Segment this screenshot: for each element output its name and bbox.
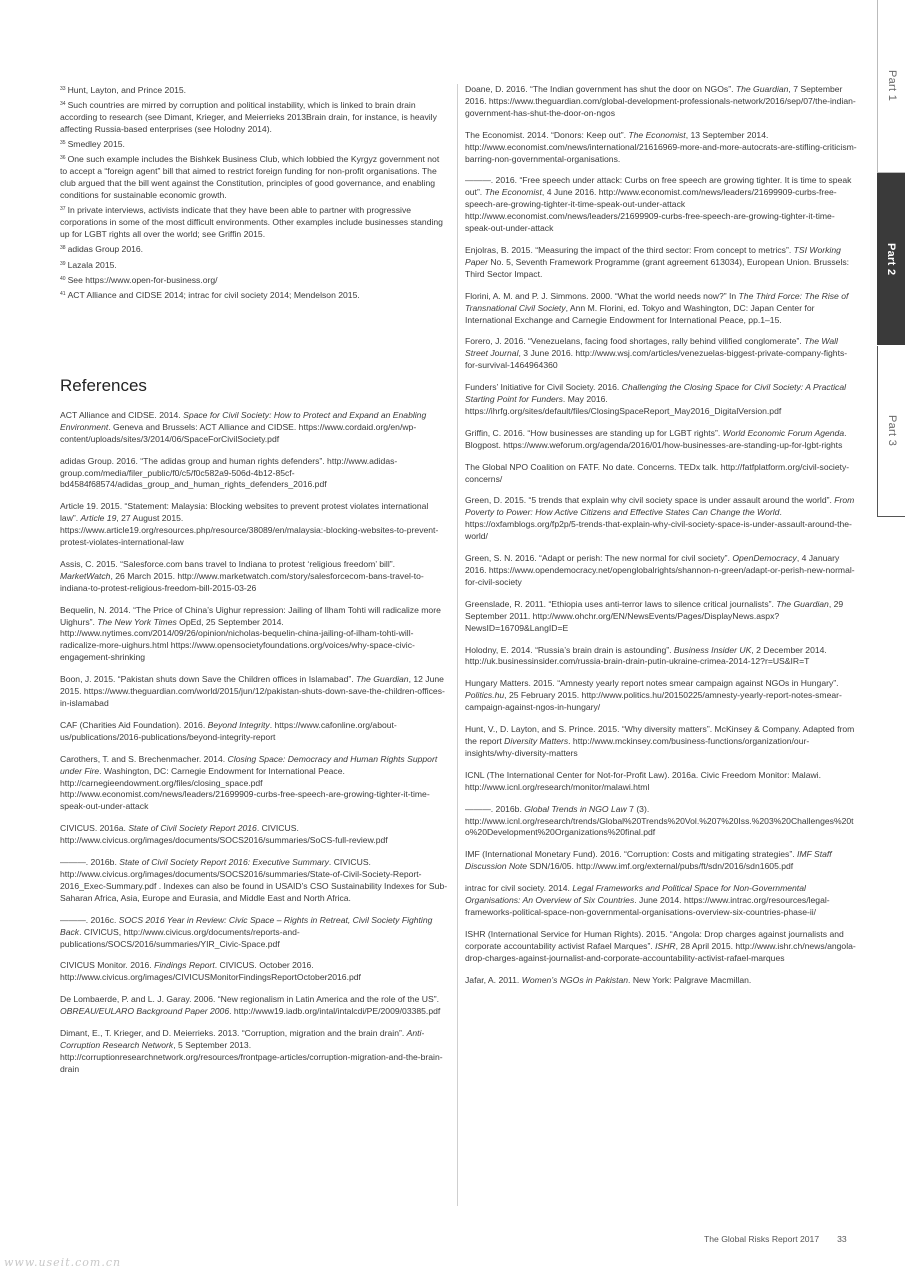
reference-title: State of Civil Society Report 2016 [128, 823, 257, 834]
reference-title: Space for Civil Society: How to Protect and Expand an Enabling Environment [60, 409, 427, 432]
reference-entry [60, 674, 448, 710]
reference-details: , 26 March 2015. http://www.marketwatch.com/story/salesforcecom-bans-travel-to-indiana-to-protest-religious-freedom-bill-2015-03-26 [60, 570, 424, 593]
reference-entry [465, 849, 857, 873]
reference-details: . June 2014. https://www.intrac.org/resources/legal-frameworks-political-space-non-governmental-organisations-overview-six-countries-phase-ii/ [465, 895, 830, 917]
reference-title: IMF Staff Discussion Note [465, 849, 832, 872]
footnote-text: In private interviews, activists indicate that they have been able to partner with progressive corporations in some of the most difficult environments. Other examples include businesses standing up for LGBT rights all over the world; see Griffin 2015. [60, 205, 443, 240]
references-list-right [465, 84, 857, 986]
reference-entry [465, 245, 857, 281]
reference-title: State of Civil Society Report 2016: Executive Summary [119, 857, 329, 868]
reference-details: . May 2016. https://ihrfg.org/sites/default/files/ClosingSpaceReport_May2016_DigitalVersion.pdf [465, 394, 782, 416]
reference-text: IMF (International Monetary Fund). 2016. “Corruption: Costs and mitigating strategies”. [465, 849, 797, 860]
reference-title: World Economic Forum Agenda [722, 427, 845, 438]
reference-details: No. 5, Seventh Framework Programme (grant agreement 613034), European Union. Brussels: Third Sector Impact. [465, 256, 850, 279]
reference-entry [465, 883, 857, 919]
reference-details: , 25 February 2015. http://www.politics.hu/20150225/amnesty-yearly-report-notes-smear-campaign-against-ngos-in-hungary/ [465, 690, 842, 713]
reference-details: 7 (3). http://www.icnl.org/research/trends/Global%20Trends%20Vol.%207%20Iss.%203%20Challenges%20to%20Development%20Organizations%20final.pdf [465, 803, 854, 838]
reference-text: ISHR (International Service for Human Rights). 2015. “Angola: Drop charges against journalists and corporate accountability activist Rafael Marques”. [465, 928, 844, 951]
reference-entry [465, 84, 857, 120]
reference-entry [60, 994, 448, 1018]
reference-text: CIVICUS Monitor. 2016. [60, 960, 155, 971]
reference-title: TSI Working Paper [465, 244, 841, 267]
footnote [60, 138, 448, 151]
reference-title: Legal Frameworks and Political Space for Non-Governmental Organisations: An Overview of Six Countries [465, 883, 806, 906]
reference-details: . https://www.cafonline.org/about-us/publications/2016-publications/beyond-integrity-report [60, 719, 397, 742]
reference-entry [465, 804, 857, 840]
reference-entry [465, 428, 857, 452]
reference-text: Enjolras, B. 2015. “Measuring the impact of the third sector: From concept to metrics”. [465, 244, 794, 255]
reference-entry [465, 291, 857, 327]
reference-text: ———. 2016. “Free speech under attack: Curbs on free speech are growing tighter. It is time to speak out”. [465, 175, 852, 198]
reference-text: Holodny, E. 2014. “Russia’s brain drain is astounding”. [465, 644, 674, 655]
reference-details: , 5 September 2013. http://corruptionresearchnetwork.org/resources/frontpage-articles/corruption-migration-and-the-brain-drain [60, 1039, 443, 1074]
reference-title: The Guardian [735, 84, 789, 94]
reference-title: Beyond Integrity [207, 719, 270, 730]
footnote [60, 84, 448, 97]
reference-text: ACT Alliance and CIDSE. 2014. [60, 409, 184, 420]
reference-entry [465, 599, 857, 635]
footnote [60, 243, 448, 256]
reference-details: . CIVICUS. http://www.civicus.org/images/documents/SOCS2016/summaries/State-of-Civil-Society-Report-2016_Exec-Summary.pdf . Indexes can also be found in USAID’s CSO Sustainability Indexes for Sub-Saharan Africa, Asia, Europe and Eurasia, and Middle East and North Africa. [60, 857, 448, 903]
reference-details: . http://www.mckinsey.com/business-functions/organization/our-insights/why-diversity-matters [465, 735, 810, 758]
reference-text: Green, S. N. 2016. “Adapt or perish: The new normal for civil society”. [465, 553, 733, 564]
reference-title: The Guardian [356, 674, 409, 685]
reference-text: Forero, J. 2016. “Venezuelans, facing food shortages, rally behind vilified conglomerate”. [465, 336, 805, 347]
reference-details: , 27 August 2015. https://www.article19.org/resources.php/resource/38089/en/malaysia:-blocking-websites-to-prevent-protest-violates-international-law [60, 513, 439, 548]
reference-text: adidas Group. 2016. “The adidas group and human rights defenders”. http://www.adidas-group.com/media/filer_public/f0/c5/f0c582a9-506d-4b12-85cf-bd4584f68574/adidas_group_and_human_rights_defenders_2016.pdf [60, 455, 398, 490]
reference-details: . CIVICUS. http://www.civicus.org/images/documents/SOCS2016/summaries/SoCS-full-review.pdf [60, 823, 388, 846]
reference-text: intrac for civil society. 2014. [465, 883, 573, 894]
reference-entry [60, 605, 448, 665]
footnote-text: Smedley 2015. [67, 139, 125, 150]
reference-text: The Economist. 2014. “Donors: Keep out”. [465, 129, 629, 140]
reference-text: Dimant, E., T. Krieger, and D. Meierrieks. 2013. “Corruption, migration and the brain drain”. [60, 1028, 407, 1039]
tab-part-1-label: Part 1 [886, 70, 898, 102]
reference-title: OBREAU/EULARO Background Paper 2006 [60, 1006, 230, 1017]
reference-title: Challenging the Closing Space for Civil Society: A Practical Starting Point for Funders [465, 382, 847, 405]
reference-text: ———. 2016b. [60, 857, 120, 868]
reference-details: . Geneva and Brussels: ACT Alliance and CIDSE. https://www.cordaid.org/en/wp-content/uploads/sites/3/2014/06/SpaceForCivilSociety.pdf [60, 421, 417, 444]
reference-details: . New York: Palgrave Macmillan. [628, 974, 752, 985]
reference-text: Hunt, V., D. Layton, and S. Prince. 2015. “Why diversity matters”. McKinsey & Company. Adapted from the report [465, 724, 855, 746]
reference-entry [465, 130, 857, 166]
reference-title: Global Trends in NGO Law [524, 803, 627, 814]
reference-title: The Economist [628, 129, 686, 140]
footnote [60, 153, 448, 202]
reference-title: Business Insider UK [673, 644, 752, 655]
references-heading: References [60, 375, 147, 395]
reference-title: From Poverty to Power: How Active Citizens and Effective States Can Change the World [465, 495, 855, 518]
footnote-number: 40 [60, 275, 66, 282]
footnote-text: adidas Group 2016. [67, 244, 144, 255]
footnote-number: 39 [60, 260, 66, 267]
reference-title: MarketWatch [60, 570, 111, 581]
reference-text: De Lombaerde, P. and L. J. Garay. 2006. “New regionalism in Latin America and the role of the US”. [60, 994, 439, 1005]
footnote-number: 34 [60, 101, 66, 108]
reference-entry [60, 456, 448, 492]
reference-details: . Washington, DC: Carnegie Endowment for International Peace. http://carnegieendowment.org/files/closing_space.pdf http://www.economist.com/news/leaders/21699909-curbs-free-speech-are-growing-tighter-it-time-speak-out-under-attack [60, 765, 430, 812]
left-column [60, 84, 448, 1086]
reference-entry [465, 770, 857, 794]
reference-title: The Economist [484, 187, 542, 198]
reference-entry [60, 559, 448, 595]
part-navigation-tabs [877, 0, 905, 520]
reference-entry [465, 645, 857, 669]
reference-text: Greenslade, R. 2011. “Ethiopia uses anti-terror laws to silence critical journalists”. [465, 598, 777, 609]
tab-part-1[interactable] [877, 0, 905, 173]
reference-details: . http://www19.iadb.org/intal/intalcdi/PE/2009/03385.pdf [229, 1006, 441, 1017]
reference-entry [465, 336, 857, 372]
reference-title: ISHR [655, 940, 676, 951]
reference-title: SOCS 2016 Year in Review: Civic Space – Rights in Retreat, Civil Society Fighting Back [60, 914, 433, 937]
reference-details: , 29 September 2011. http://www.ohchr.org/EN/NewsEvents/Pages/DisplayNews.aspx?NewsID=16709&LangID=E [465, 598, 844, 633]
reference-entry [60, 960, 448, 984]
reference-entry [465, 495, 857, 543]
reference-title: The Guardian [776, 598, 829, 609]
reference-text: ICNL (The International Center for Not-for-Profit Law). 2016a. Civic Freedom Monitor: Malawi. http://www.icnl.org/research/monitor/malawi.html [465, 769, 821, 792]
reference-details: . https://oxfamblogs.org/fp2p/5-trends-that-explain-why-civil-society-space-is-under-assault-around-the-world/ [465, 507, 852, 542]
footnote-text: Such countries are mirred by corruption and political instability, which is linked to brain drain according to research (see Dimant, Krieger, and Meierrieks 2013Brain drain, for instance, is heavily affecting Russia-based enterprises (see Holodny 2014). [60, 100, 437, 135]
footnote-text: Lazala 2015. [67, 259, 117, 270]
footnote-text: One such example includes the Bishkek Business Club, which lobbied the Kyrgyz government not to accept a “foreign agent” bill that aimed to restrict foreign funding for non-profit organisations. The club argued that the bill went against the Constitution, principles of good governance, and enabling conditions for sustainable economic growth. [60, 154, 440, 201]
reference-entry [465, 929, 857, 965]
reference-details: , 3 June 2016. http://www.wsj.com/articles/venezuelas-biggest-private-company-fights-for-survival-1464964360 [465, 348, 848, 371]
tab-part-2-label: Part 2 [885, 242, 897, 276]
reference-details: , 28 April 2015. http://www.ishr.ch/news/angola-drop-charges-against-journalist-and-corporate-accountability-activist-rafael-marques [465, 940, 856, 963]
reference-title: Article 19 [80, 513, 117, 524]
reference-details: , 13 September 2014. http://www.economist.com/news/international/21616969-more-and-more-autocrats-are-stifling-criticism-barring-non-governmental-organisations. [465, 129, 857, 164]
reference-entry [60, 720, 448, 744]
reference-text: Assis, C. 2015. “Salesforce.com bans travel to Indiana to protest ‘religious freedom’ bill”. [60, 558, 395, 569]
reference-entry [465, 462, 857, 486]
reference-details: OpEd, 25 September 2014. http://www.nytimes.com/2014/09/26/opinion/nicholas-bequelin-china-jailing-of-ilham-tohti-will-radicalize-more-uighurs.html https://www.opensocietyfoundations.org/voices/why-space-civic-engagement-shrinking [60, 616, 415, 663]
reference-details: . CIVICUS. October 2016. http://www.civicus.org/images/CIVICUSMonitorFindingsReportOctober2016.pdf [60, 960, 361, 983]
footnote [60, 259, 448, 272]
footnote-number: 38 [60, 245, 66, 252]
reference-title: The Third Force: The Rise of Transnational Civil Society [465, 290, 849, 313]
footnote [60, 289, 448, 302]
reference-text: Carothers, T. and S. Brechenmacher. 2014. [60, 753, 228, 764]
footnote-text: Hunt, Layton, and Prince 2015. [67, 85, 187, 95]
reference-entry [465, 724, 857, 760]
reference-text: Hungary Matters. 2015. “Amnesty yearly report notes smear campaign against NGOs in Hungary”. [465, 678, 839, 689]
reference-entry [465, 553, 857, 589]
reference-title: Findings Report [154, 960, 215, 971]
reference-title: Diversity Matters [504, 735, 569, 746]
report-title: The Global Risks Report 2017 [704, 1234, 820, 1244]
reference-text: Boon, J. 2015. “Pakistan shuts down Save the Children offices in Islamabad”. [60, 674, 357, 685]
reference-title: Anti-Corruption Research Network [60, 1028, 425, 1050]
reference-text: Article 19. 2015. “Statement: Malaysia: Blocking websites to prevent protest violates international law”. [60, 501, 429, 524]
reference-details: , 7 September 2016. https://www.theguardian.com/global-development-professionals-network/2016/sep/07/the-indian-government-has-shut-the-door-on-ngos [465, 84, 856, 118]
column-divider [457, 84, 458, 1206]
reference-text: Florini, A. M. and P. J. Simmons. 2000. “What the world needs now?” In [465, 290, 739, 301]
reference-details: , 12 June 2015. https://www.theguardian.com/world/2015/jun/12/pakistan-shuts-down-save-the-children-offices-in-islamabad [60, 674, 445, 708]
reference-title: Closing Space: Democracy and Human Rights Support under Fire [60, 753, 438, 776]
reference-entry [60, 857, 448, 905]
footnote-text: See https://www.open-for-business.org/ [67, 274, 218, 285]
reference-entry [60, 915, 448, 951]
reference-entry [60, 823, 448, 847]
footnote-number: 33 [60, 86, 66, 92]
reference-entry [60, 501, 448, 549]
reference-title: Women’s NGOs in Pakistan [521, 974, 629, 985]
reference-details: . Blogpost. https://www.weforum.org/agenda/2016/01/how-businesses-are-standing-up-for-lgbt-rights [465, 427, 847, 450]
footnote [60, 99, 448, 136]
footnote-number: 41 [60, 290, 66, 297]
reference-title: OpenDemocracy [732, 553, 797, 564]
reference-entry [465, 382, 857, 418]
reference-entry [465, 175, 857, 235]
tab-part-3[interactable] [877, 346, 905, 517]
footnotes-list [60, 84, 448, 302]
watermark: www.useit.com.cn [4, 1256, 122, 1269]
reference-text: ———. 2016c. [60, 914, 119, 925]
reference-entry [60, 1028, 448, 1076]
reference-text: Griffin, C. 2016. “How businesses are standing up for LGBT rights”. [465, 427, 723, 438]
reference-text: Green, D. 2015. “5 trends that explain why civil society space is under assault around the world”. [465, 495, 835, 506]
tab-part-3-label: Part 3 [886, 415, 898, 447]
page-footer [704, 1234, 847, 1244]
footnote-number: 35 [60, 140, 66, 147]
reference-title: The Wall Street Journal [465, 336, 838, 359]
footnote [60, 204, 448, 241]
reference-text: CAF (Charities Aid Foundation). 2016. [60, 719, 208, 730]
reference-entry [60, 410, 448, 446]
reference-entry [465, 678, 857, 714]
footnote-number: 37 [60, 206, 66, 213]
tab-part-2[interactable] [877, 173, 905, 345]
references-list-left [60, 410, 448, 1076]
reference-details: , 4 January 2016. https://www.opendemocracy.net/openglobalrights/shannon-n-green/adapt-or-perish-new-normal-for-civil-society [465, 553, 855, 587]
reference-text: Jafar, A. 2011. [465, 974, 522, 985]
reference-details: SDN/16/05. http://www.imf.org/external/pubs/ft/sdn/2016/sdn1605.pdf [527, 861, 794, 872]
reference-details: , Ann M. Florini, ed. Tokyo and Washington, DC: Japan Center for International Exchange and Carnegie Endowment for International Peace, pp.1–15. [465, 302, 815, 325]
reference-text: ———. 2016b. [465, 803, 525, 814]
reference-details: , 2 December 2014. http://uk.businessinsider.com/russia-brain-drain-putin-ukraine-crimea-2014-12?r=US&IR=T [465, 644, 827, 667]
reference-details: , 4 June 2016. http://www.economist.com/news/leaders/21699909-curbs-free-speech-are-growing-tighter-it-time-speak-out-under-attack http://www.economist.com/news/leaders/21699909-curbs-free-speech-are-growing-tighter-it-time-speak-out-under-attack [465, 187, 837, 234]
footnote-text: ACT Alliance and CIDSE 2014; intrac for civil society 2014; Mendelson 2015. [67, 289, 360, 300]
page-number: 33 [837, 1234, 847, 1244]
reference-title: The New York Times [97, 616, 177, 627]
reference-text: Funders’ Initiative for Civil Society. 2016. [465, 382, 622, 393]
reference-details: . CIVICUS, http://www.civicus.org/documents/reports-and-publications/SOCS/2016/summaries/YIR_Civic-Space.pdf [60, 926, 300, 949]
reference-text: CIVICUS. 2016a. [60, 823, 129, 834]
footnote-number: 36 [60, 155, 66, 162]
reference-text: Bequelin, N. 2014. “The Price of China’s Uighur repression: Jailing of Ilham Tohti will radicalize more Uighurs”. [60, 604, 441, 627]
footnote [60, 274, 448, 287]
reference-entry [60, 754, 448, 814]
reference-text: The Global NPO Coalition on FATF. No date. Concerns. TEDx talk. http://fatfplatform.org/civil-society-concerns/ [465, 461, 850, 484]
right-column [465, 84, 857, 996]
reference-text: Doane, D. 2016. “The Indian government has shut the door on NGOs”. [465, 84, 736, 94]
reference-title: Politics.hu [465, 690, 505, 701]
reference-entry [465, 975, 857, 987]
